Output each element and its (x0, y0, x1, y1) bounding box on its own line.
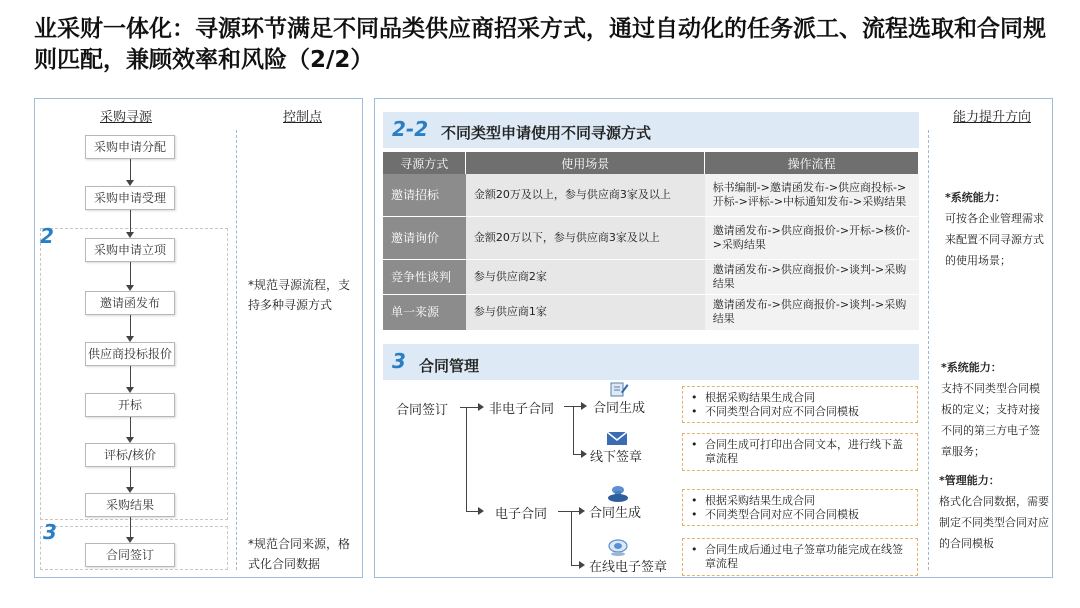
tree-branch (571, 511, 572, 565)
flow-connector (130, 210, 131, 232)
capability-head: *系统能力： (941, 361, 1002, 374)
group-3-number: 3 (43, 520, 57, 544)
table-cell: 单一来源 (383, 294, 466, 330)
stamp-icon (606, 485, 630, 503)
online-e-seal: 在线电子签章 (589, 560, 668, 575)
tree-line (571, 511, 579, 512)
table-cell: 参与供应商2家 (466, 259, 705, 294)
tree-arrow (581, 402, 587, 410)
note-item: • 不同类型合同对应不同合同模板 (691, 508, 911, 522)
tree-line (466, 511, 478, 512)
tree-arrow (478, 403, 484, 411)
step-evaluation: 评标/核价 (85, 443, 175, 467)
capability-head: *管理能力： (939, 474, 1000, 487)
step-contract-signing: 合同签订 (85, 543, 175, 567)
edit-icon (608, 380, 630, 398)
note-item: • 根据采购结果生成合同 (691, 494, 911, 508)
note-online-seal (682, 538, 918, 576)
flow-arrow (126, 336, 134, 342)
sourcing-method-table (383, 152, 919, 331)
step-purchase-request-assign: 采购申请分配 (85, 135, 175, 159)
table-cell: 金额20万及以上，参与供应商3家及以上 (466, 174, 705, 216)
capability-system-sourcing (945, 187, 1045, 271)
column-header: 寻源方式 (383, 152, 466, 174)
flow-arrow (126, 487, 134, 493)
table-cell: 邀请函发布->供应商报价->谈判->采购结果 (705, 294, 919, 330)
flow-connector (130, 467, 131, 487)
mail-icon (606, 431, 628, 446)
section-3-title: 合同管理 (419, 357, 480, 375)
note-contract-generation-2 (682, 489, 918, 526)
flow-connector (130, 159, 131, 180)
capability-system-contract (941, 357, 1045, 462)
tree-branch (573, 406, 574, 454)
step-supplier-bid: 供应商投标报价 (85, 342, 175, 366)
tree-line (558, 511, 571, 512)
flow-arrow (126, 387, 134, 393)
step-bid-opening: 开标 (85, 393, 175, 417)
flow-arrow (126, 537, 134, 543)
group-2-region (40, 228, 228, 520)
flow-column-header: 采购寻源 (100, 110, 153, 125)
section-2-2-title: 不同类型申请使用不同寻源方式 (441, 124, 652, 142)
note-contract-generation-1 (682, 386, 918, 423)
capability-head: *系统能力： (945, 191, 1006, 204)
column-header: 使用场景 (466, 152, 705, 174)
flow-arrow (126, 437, 134, 443)
step-purchase-request-project: 采购申请立项 (85, 238, 175, 262)
flow-connector (130, 517, 131, 537)
left-separator (236, 130, 237, 570)
table-row (383, 216, 919, 259)
tree-line (573, 454, 581, 455)
flow-connector (130, 366, 131, 387)
capability-management-contract (939, 470, 1049, 554)
table-cell: 标书编制->邀请函发布->供应商投标->开标->评标->中标通知发布->采购结果 (705, 174, 919, 216)
column-header: 操作流程 (705, 152, 919, 174)
table-row (383, 259, 919, 294)
section-2-2-number: 2-2 (392, 117, 429, 141)
control-column-header: 控制点 (283, 110, 323, 125)
offline-seal: 线下签章 (590, 450, 643, 465)
flow-connector (130, 315, 131, 336)
note-item: • 不同类型合同对应不同合同模板 (691, 405, 911, 419)
flow-connector (130, 417, 131, 437)
tree-line (466, 407, 478, 408)
table-cell: 竞争性谈判 (383, 259, 466, 294)
non-electronic-contract: 非电子合同 (489, 402, 555, 417)
contract-signing-root: 合同签订 (396, 403, 449, 418)
table-cell: 邀请函发布->供应商报价->开标->核价->采购结果 (705, 216, 919, 259)
table-row (383, 174, 919, 216)
tree-line (571, 565, 579, 566)
note-offline-seal (682, 433, 918, 471)
tree-arrow (581, 450, 587, 458)
tree-line (573, 406, 581, 407)
flow-arrow (126, 232, 134, 238)
table-cell: 邀请招标 (383, 174, 466, 216)
table-row (383, 294, 919, 330)
note-item: • 合同生成后通过电子签章功能完成在线签章流程 (691, 543, 911, 571)
control-point-contract: *规范合同来源，格式化合同数据 (248, 537, 351, 571)
table-cell: 邀请函发布->供应商报价->谈判->采购结果 (705, 259, 919, 294)
contract-generation-1: 合同生成 (593, 401, 646, 416)
table-cell: 参与供应商1家 (466, 294, 705, 330)
step-purchase-request-accept: 采购申请受理 (85, 186, 175, 210)
capability-column-header: 能力提升方向 (953, 110, 1032, 125)
note-item: • 合同生成可打印出合同文本，进行线下盖章流程 (691, 438, 911, 466)
section-3-number: 3 (392, 349, 406, 373)
capability-body: 格式化合同数据，需要制定不同类型合同对应的合同模板 (939, 495, 1049, 550)
control-point-sourcing: *规范寻源流程，支持多种寻源方式 (248, 278, 351, 312)
tree-line (564, 406, 573, 407)
table-cell: 金额20万以下，参与供应商3家及以上 (466, 216, 705, 259)
right-separator (928, 130, 929, 570)
online-sign-icon (607, 539, 629, 557)
group-2-number: 2 (40, 224, 54, 248)
flow-arrow (126, 285, 134, 291)
tree-arrow (579, 561, 585, 569)
capability-body: 可按各企业管理需求来配置不同寻源方式的使用场景； (945, 212, 1044, 267)
note-item: • 根据采购结果生成合同 (691, 391, 911, 405)
capability-body: 支持不同类型合同模板的定义；支持对接不同的第三方电子签章服务； (941, 382, 1040, 458)
table-cell: 邀请询价 (383, 216, 466, 259)
step-purchase-result: 采购结果 (85, 493, 175, 517)
electronic-contract: 电子合同 (495, 507, 548, 522)
flow-arrow (126, 180, 134, 186)
tree-trunk (466, 407, 467, 511)
flow-connector (130, 262, 131, 285)
contract-generation-2: 合同生成 (589, 506, 642, 521)
table-header-row (383, 152, 919, 174)
page-title: 业采财一体化：寻源环节满足不同品类供应商招采方式，通过自动化的任务派工、流程选取和合同规则匹配，兼顾效率和风险（2/2） (34, 16, 1046, 73)
tree-arrow (579, 507, 585, 515)
step-invitation-publish: 邀请函发布 (85, 291, 175, 315)
tree-arrow (478, 507, 484, 515)
